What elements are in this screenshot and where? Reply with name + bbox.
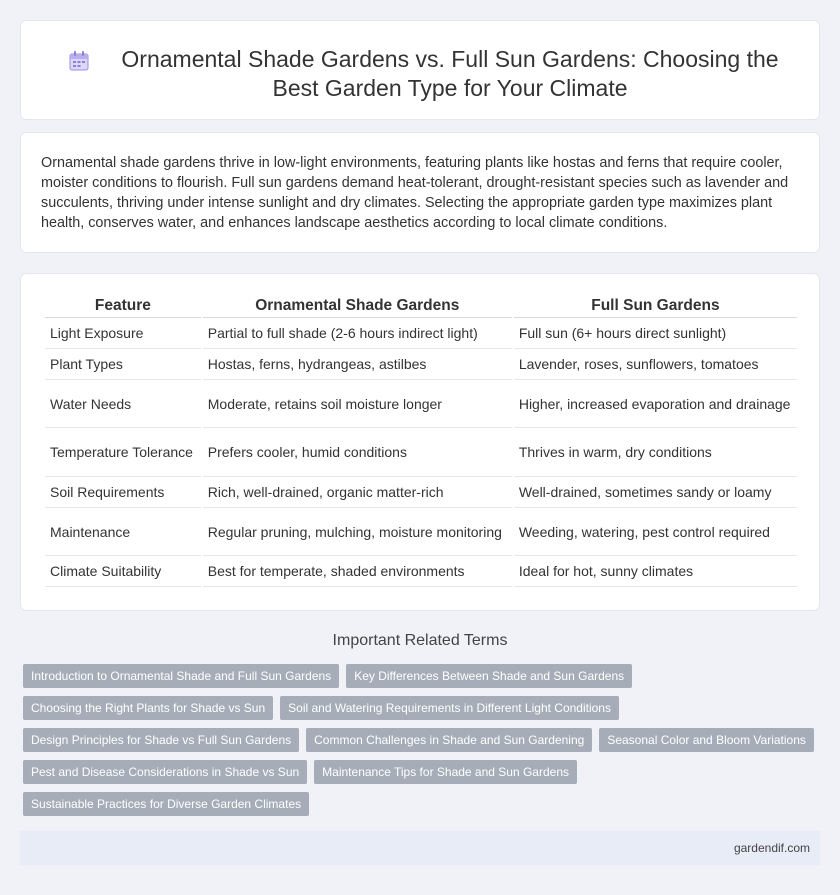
related-term-tag[interactable]: Introduction to Ornamental Shade and Full Sun Gardens [23,664,339,688]
intro-paragraph: Ornamental shade gardens thrive in low-light environments, featuring plants like hostas and ferns that require cooler, moister conditions to flourish. Full sun gardens demand heat-tolerant, drought-resistant species such as lavender and succulents, thriving under intense sunlight and dry climates. Selecting the appropriate garden type maximizes plant health, conserves water, and enhances landscape aesthetics according to local climate conditions. [41,155,789,231]
page-title: Ornamental Shade Gardens vs. Full Sun Gardens: Choosing the Best Garden Type for Your Climate [121,46,779,101]
table-cell: Prefers cooler, humid conditions [203,428,512,477]
table-row [45,477,797,508]
table-cell: Ideal for hot, sunny climates [514,556,797,587]
table-cell: Weeding, watering, pest control required [514,508,797,556]
related-terms-list [23,664,813,824]
table-cell: Full sun (6+ hours direct sunlight) [514,318,797,349]
table-row [45,380,797,428]
related-term-tag[interactable]: Maintenance Tips for Shade and Sun Gardens [314,760,577,784]
table-cell: Maintenance [45,508,201,556]
table-cell: Lavender, roses, sunflowers, tomatoes [514,349,797,380]
related-term-tag[interactable]: Key Differences Between Shade and Sun Gardens [346,664,632,688]
related-term-tag[interactable]: Seasonal Color and Bloom Variations [599,728,814,752]
related-term-tag[interactable]: Pest and Disease Considerations in Shade vs Sun [23,760,307,784]
table-cell: Regular pruning, mulching, moisture monitoring [203,508,512,556]
table-row [45,428,797,477]
table-header: Feature [45,296,201,318]
table-cell: Well-drained, sometimes sandy or loamy [514,477,797,508]
tag-row [23,760,813,784]
table-cell: Soil Requirements [45,477,201,508]
table-row [45,556,797,587]
title-card [20,20,820,120]
comparison-table-card [20,273,820,611]
table-header-row [45,296,797,318]
table-cell: Partial to full shade (2-6 hours indirect light) [203,318,512,349]
table-cell: Higher, increased evaporation and drainage [514,380,797,428]
related-term-tag[interactable]: Choosing the Right Plants for Shade vs Sun [23,696,273,720]
footer [20,831,820,865]
table-cell: Hostas, ferns, hydrangeas, astilbes [203,349,512,380]
table-cell: Rich, well-drained, organic matter-rich [203,477,512,508]
related-term-tag[interactable]: Soil and Watering Requirements in Different Light Conditions [280,696,619,720]
table-cell: Thrives in warm, dry conditions [514,428,797,477]
intro-card [20,132,820,253]
tag-row [23,696,813,720]
table-cell: Best for temperate, shaded environments [203,556,512,587]
table-row [45,349,797,380]
calendar-icon [67,49,91,78]
comparison-table [43,296,799,587]
tag-row [23,728,813,752]
related-term-tag[interactable]: Design Principles for Shade vs Full Sun Gardens [23,728,299,752]
table-header: Full Sun Gardens [514,296,797,318]
table-row [45,508,797,556]
table-cell: Climate Suitability [45,556,201,587]
tag-row [23,792,813,816]
related-term-tag[interactable]: Common Challenges in Shade and Sun Gardening [306,728,592,752]
tag-row [23,664,813,688]
table-cell: Light Exposure [45,318,201,349]
table-header: Ornamental Shade Gardens [203,296,512,318]
footer-site-link[interactable]: gardendif.com [733,841,810,855]
related-terms-title: Important Related Terms [332,632,508,649]
table-cell: Plant Types [45,349,201,380]
table-cell: Water Needs [45,380,201,428]
table-cell: Moderate, retains soil moisture longer [203,380,512,428]
table-row [45,318,797,349]
table-cell: Temperature Tolerance [45,428,201,477]
related-term-tag[interactable]: Sustainable Practices for Diverse Garden Climates [23,792,309,816]
